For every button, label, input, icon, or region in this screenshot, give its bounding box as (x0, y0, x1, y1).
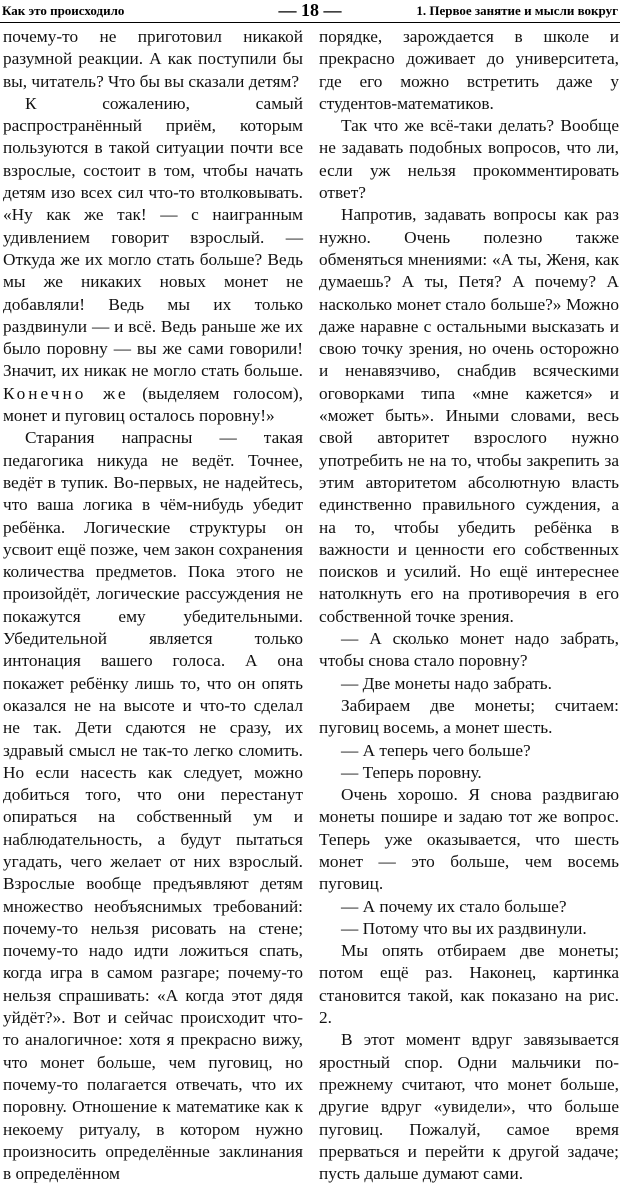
paragraph (319, 26, 619, 115)
paragraph (319, 115, 619, 204)
paragraph (3, 93, 303, 427)
paragraph (319, 784, 619, 895)
paragraph (3, 427, 303, 1185)
paragraph-text: — Две монеты надо забрать. (341, 673, 552, 693)
paragraph-text: — Теперь поровну. (341, 762, 482, 782)
running-head-left: Как это происходило (2, 3, 125, 18)
paragraph (319, 628, 619, 673)
page-header (0, 0, 620, 24)
paragraph-text: порядке, зарождается в школе и прекрасно доживает до университета, где его можно встретить даже у студентов-математиков. (319, 27, 619, 113)
paragraph-text: — А теперь чего больше? (341, 740, 531, 760)
running-head-right: 1. Первое занятие и мысли вокруг (416, 3, 618, 18)
header-rule (0, 22, 620, 23)
paragraph (319, 695, 619, 740)
paragraph-text: В этот момент вдруг завязывается яростный спор. Одни мальчики по-прежнему считают, что монет больше, другие вдруг «увидели», что больше пуговиц. Пожалуй, самое время прерваться и перейти к другой задаче; пусть дальше думают сами. (319, 1030, 619, 1184)
paragraph-text: Напротив, задавать вопросы как раз нужно. Очень полезно также обменяться мнениями: «А ты, Женя, как думаешь? А ты, Петя? А почему? А насколько монет стало больше?» Можно даже наравне с остальными высказать и свою точку зрения, но очень осторожно и ненавязчиво, снабдив всяческими оговорками типа «мне кажется» и «может быть». Иными словами, весь свой авторитет взрослого нужно употребить не на то, чтобы закрепить за этим авторитетом абсолютную власть единственно правильного суждения, а на то, чтобы убедить ребёнка в важности и ценности его собственных поисков и усилий. Но ещё интереснее натолкнуть его на противоречия в его собственной точке зрения. (319, 205, 619, 626)
paragraph-text: Так что же всё-таки делать? Вообще не задавать подобных вопросов, что ли, если уж нельзя прокомментировать ответ? (319, 116, 619, 203)
emphasized-text: Конечно же (3, 383, 129, 403)
paragraph (319, 1029, 619, 1185)
paragraph (319, 896, 619, 918)
paragraph-text: Очень хорошо. Я снова раздвигаю монеты пошире и задаю тот же вопрос. Теперь уже оказывается, что шесть монет — это больше, чем восемь пуговиц. (319, 785, 619, 894)
paragraph-text: Старания напрасны — такая педагогика никуда не ведёт. Точнее, ведёт в тупик. Во-первых, не надейтесь, что ваша логика в чём-нибудь убедит ребёнка. Логические структуры он усвоит ещё позже, чем закон сохранения количества предметов. Пока этого не произойдёт, логические рассуждения не покажутся ему убедительными. Убедительной является только интонация вашего голоса. А она покажет ребёнку лишь то, что он опять оказался не на высоте и что-то сделал не так. Дети сдаются не сразу, их здравый смысл не так-то легко сломить. Но если насесть как следует, можно добиться того, что они перестанут опираться на собственный ум и наблюдательность, а будут пытаться угадать, чего желает от них взрослый. Взрослые вообще предъявляют детям множество необъяснимых требований: почему-то нельзя рисовать на стене; почему-то надо идти ложиться спать, когда игра в самом разгаре; почему-то нельзя спрашивать: «А когда этот дядя уйдёт?». Вот и сейчас происходит что-то аналогичное: хотя я прекрасно вижу, что монет больше, чем пуговиц, но почему-то полагается отвечать, что их поровну. Отношение к математике как к некоему ритуалу, в котором нужно произносить определённые заклинания в определённом (3, 428, 303, 1184)
paragraph (319, 740, 619, 762)
right-column (319, 26, 619, 1185)
paragraph (319, 762, 619, 784)
paragraph-text: Мы опять отбираем две монеты; потом ещё раз. Наконец, картинка становится такой, как показано на рис. 2. (319, 941, 619, 1028)
paragraph (319, 673, 619, 695)
left-column (3, 26, 303, 1185)
paragraph-text: (выделяем голосом), монет и пуговиц осталось поровну!» (3, 383, 303, 426)
paragraph (319, 204, 619, 628)
paragraph-text: — А почему их стало больше? (341, 896, 567, 916)
paragraph (319, 918, 619, 940)
paragraph-text: Забираем две монеты; считаем: пуговиц восемь, а монет шесть. (319, 695, 619, 738)
paragraph (319, 940, 619, 1029)
paragraph-text: — Потому что вы их раздвинули. (341, 918, 587, 938)
paragraph-text: — А сколько монет надо забрать, чтобы снова стало поровну? (319, 629, 619, 671)
paragraph (3, 26, 303, 93)
page-number: — 18 — (278, 0, 342, 20)
paragraph-text: К сожалению, самый распространённый приём, которым пользуются в такой ситуации почти все взрослые, состоит в том, чтобы начать детям изо всех сил что-то втолковывать. «Ну как же так! — с наигранным удивлением говорит взрослый. — Откуда же их могло стать больше? Ведь мы же никаких новых монет не добавляли! Ведь мы их только раздвинули — и всё. Ведь раньше же их было поровну — вы же сами говорили! Значит, их никак не могло стать больше. (3, 93, 303, 381)
paragraph-text: почему-то не приготовил никакой разумной реакции. А как поступили бы вы, читатель? Что бы вы сказали детям? (3, 27, 303, 91)
